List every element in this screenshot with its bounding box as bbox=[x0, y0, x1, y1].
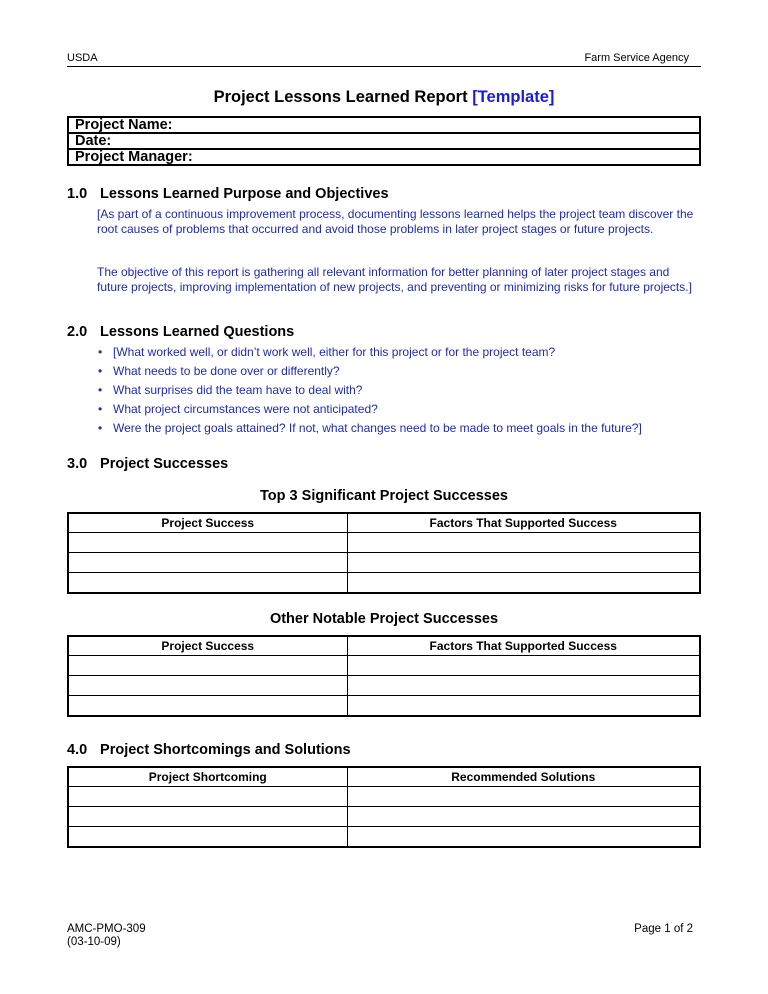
table-cell[interactable] bbox=[68, 787, 347, 807]
column-header: Factors That Supported Success bbox=[347, 636, 700, 656]
table-cell[interactable] bbox=[347, 827, 700, 848]
questions-list bbox=[97, 345, 642, 440]
top3-successes-table bbox=[67, 512, 701, 594]
section-title: Project Successes bbox=[100, 456, 229, 472]
table-cell[interactable] bbox=[68, 696, 347, 717]
other-successes-table bbox=[67, 635, 701, 717]
doc-date: (03-10-09) bbox=[67, 936, 121, 948]
column-header: Factors That Supported Success bbox=[347, 513, 700, 533]
section-1-paragraph-2: The objective of this report is gathering all relevant information for better planning of later project stages and future projects, improving implementation of new projects, and preventing or minimizing risks for future projects.] bbox=[97, 265, 692, 294]
other-successes-title: Other Notable Project Successes bbox=[269, 611, 499, 627]
list-item: • What needs to be done over or differently? bbox=[97, 364, 642, 383]
doc-id: AMC-PMO-309 bbox=[67, 923, 146, 935]
header-right: Farm Service Agency bbox=[584, 52, 689, 64]
title-main: Project Lessons Learned Report bbox=[213, 88, 468, 106]
table-cell[interactable] bbox=[347, 676, 700, 696]
page-number: Page 1 of 2 bbox=[634, 923, 693, 935]
table-row bbox=[68, 696, 700, 717]
column-header: Project Shortcoming bbox=[68, 767, 347, 787]
list-item: • [What worked well, or didn’t work well, either for this project or for the project team? bbox=[97, 345, 642, 364]
table-row bbox=[68, 553, 700, 573]
column-header: Project Success bbox=[68, 513, 347, 533]
table-row bbox=[68, 676, 700, 696]
title-template-tag: [Template] bbox=[472, 88, 555, 106]
project-info-table bbox=[67, 116, 701, 166]
section-title: Lessons Learned Purpose and Objectives bbox=[100, 186, 389, 202]
table-row bbox=[68, 827, 700, 848]
table-cell[interactable] bbox=[347, 656, 700, 676]
section-title: Project Shortcomings and Solutions bbox=[100, 742, 351, 758]
section-title: Lessons Learned Questions bbox=[100, 324, 295, 340]
table-header-row bbox=[68, 767, 700, 787]
shortcomings-table bbox=[67, 766, 701, 848]
column-header: Recommended Solutions bbox=[347, 767, 700, 787]
project-name-field[interactable]: Project Name: bbox=[68, 117, 700, 133]
date-field[interactable]: Date: bbox=[68, 133, 700, 149]
list-item: • What project circumstances were not anticipated? bbox=[97, 402, 642, 421]
table-cell[interactable] bbox=[68, 676, 347, 696]
table-cell[interactable] bbox=[347, 807, 700, 827]
section-number: 4.0 bbox=[67, 742, 88, 758]
table-row bbox=[68, 573, 700, 594]
top3-successes-title: Top 3 Significant Project Successes bbox=[260, 488, 508, 504]
table-cell[interactable] bbox=[68, 807, 347, 827]
document-title bbox=[0, 88, 768, 107]
section-3-heading bbox=[67, 456, 228, 472]
table-row bbox=[68, 533, 700, 553]
section-4-heading bbox=[67, 742, 351, 758]
section-1-heading bbox=[67, 186, 389, 202]
list-item: • Were the project goals attained? If not, what changes need to be made to meet goals in the future?] bbox=[97, 421, 642, 440]
section-1-paragraph-1: [As part of a continuous improvement process, documenting lessons learned helps the project team discover the root causes of problems that occurred and avoid those problems in later project stages or future projects. bbox=[97, 207, 694, 236]
table-header-row bbox=[68, 636, 700, 656]
table-header-row bbox=[68, 513, 700, 533]
footer-left bbox=[67, 923, 146, 949]
project-manager-field[interactable]: Project Manager: bbox=[68, 149, 700, 165]
table-cell[interactable] bbox=[347, 696, 700, 717]
section-2-heading bbox=[67, 324, 294, 340]
list-item: • What surprises did the team have to deal with? bbox=[97, 383, 642, 402]
page-header bbox=[67, 52, 701, 67]
table-cell[interactable] bbox=[68, 533, 347, 553]
table-cell[interactable] bbox=[68, 573, 347, 594]
table-row bbox=[68, 656, 700, 676]
section-number: 3.0 bbox=[67, 456, 88, 472]
section-number: 2.0 bbox=[67, 324, 88, 340]
table-cell[interactable] bbox=[347, 533, 700, 553]
table-cell[interactable] bbox=[68, 656, 347, 676]
table-row bbox=[68, 787, 700, 807]
table-cell[interactable] bbox=[347, 573, 700, 594]
table-cell[interactable] bbox=[347, 787, 700, 807]
header-left: USDA bbox=[67, 52, 98, 64]
table-row bbox=[68, 807, 700, 827]
column-header: Project Success bbox=[68, 636, 347, 656]
section-number: 1.0 bbox=[67, 186, 88, 202]
table-cell[interactable] bbox=[68, 827, 347, 848]
table-cell[interactable] bbox=[347, 553, 700, 573]
table-cell[interactable] bbox=[68, 553, 347, 573]
